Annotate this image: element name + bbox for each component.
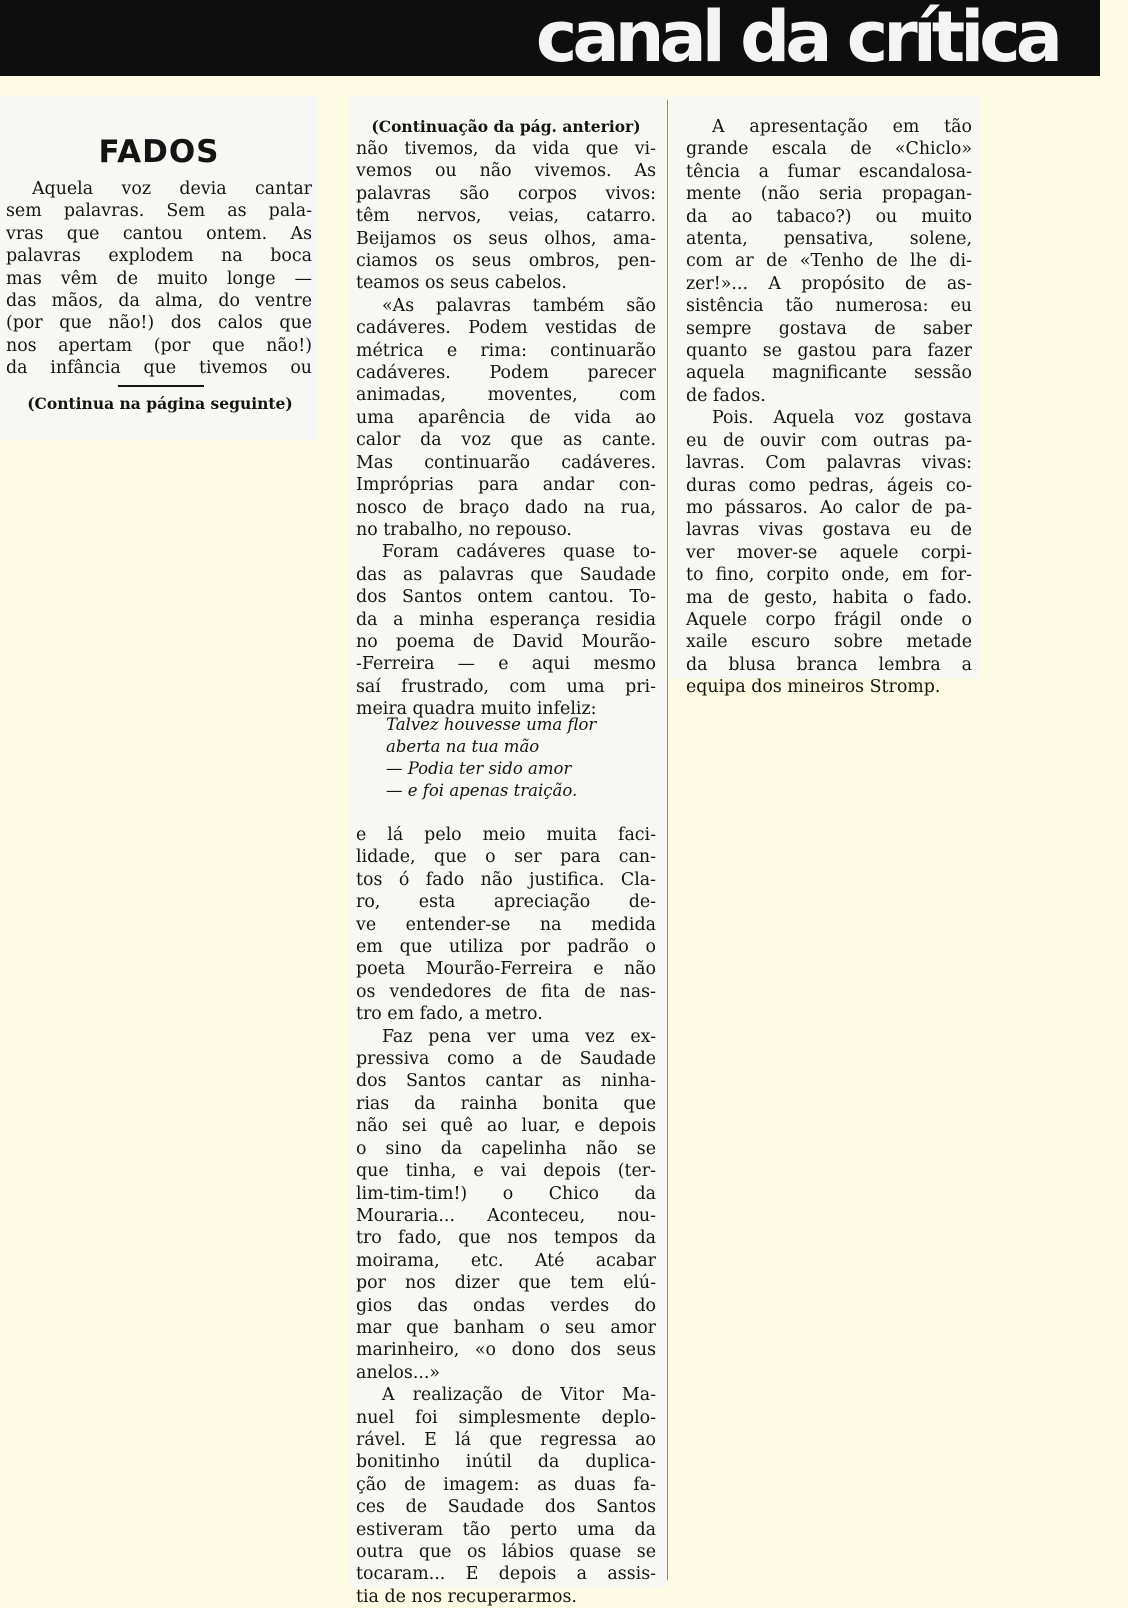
text-line: pressiva como a de Saudade [356,1049,656,1070]
article-intro-clipping [0,96,318,440]
text-line: em que utiliza por padrão o [356,937,656,958]
text-line: rias da rainha bonita que [356,1093,656,1114]
text-line: das as palavras que Saudade [356,564,656,585]
text-line: Pois. Aquela voz gostava [712,408,972,429]
article-right-column-clipping [670,96,980,698]
text-line: animadas, moventes, com [356,385,656,406]
text-line: que tinha, e vai depois (ter- [356,1161,656,1182]
article-title: FADOS [98,134,220,170]
text-line: cadáveres. Podem vestidas de [356,318,656,339]
text-line: calor da voz que as cante. [356,430,656,451]
poem-line: — e foi apenas traição. [386,781,578,800]
text-line: tência a fumar escandalosa- [686,161,972,182]
text-line: duras como pedras, ágeis co- [686,475,972,496]
text-line: ces de Saudade dos Santos [356,1497,656,1518]
poem-line: aberta na tua mão [386,737,540,756]
text-line: outra que os lábios quase se [356,1542,656,1562]
text-line: lim-tim-tim!) o Chico da [356,1183,656,1204]
divider-rule [118,385,204,387]
text-line: da a minha esperança residia [356,609,656,630]
continuation-column-bottom [356,824,656,1608]
text-line: teamos os seus cabelos. [356,273,567,294]
text-line: vemos ou não vivemos. As [356,161,656,182]
text-line: eu de ouvir com outras pa- [686,430,972,451]
text-line: tro em fado, a metro. [356,1004,543,1025]
text-line: nosco de braço dado na rua, [356,497,656,518]
text-line: lavras vivas gostava eu de [686,520,972,541]
text-line: sempre gostava de saber [686,318,972,339]
text-line: têm nervos, veias, catarro. [356,206,656,227]
text-line: xaile escuro sobre metade [686,632,972,653]
poem-line: Talvez houvesse uma flor [386,715,597,734]
text-line: com ar de «Tenho de lhe di- [686,251,972,272]
text-line: mente (não seria propagan- [686,184,972,205]
text-line: não tivemos, da vida que vi- [356,139,656,159]
text-line: ma de gesto, habita o fado. [686,587,972,608]
text-line: ciamos os seus ombros, pen- [356,251,656,272]
text-line: mar que banham o seu amor [356,1317,656,1338]
text-line: lavras. Com palavras vivas: [686,453,972,474]
text-line: equipa dos mineiros Stromp. [686,677,941,698]
text-line: gios das ondas verdes do [356,1295,656,1316]
continuation-header: (Continuação da pág. anterior) [371,117,641,136]
text-line: o sino da capelinha não se [356,1138,656,1159]
column-title: canal da crítica [535,0,1058,78]
intro-text [6,178,312,380]
text-line: vras que cantou ontem. As [6,223,312,244]
text-line: Foram cadáveres quase to- [382,542,656,563]
text-line: palavras explodem na boca [6,246,312,267]
text-line: da infância que tivemos ou [6,358,312,379]
text-line: dos Santos cantar as ninha- [356,1071,656,1092]
text-line: uma aparência de vida ao [356,407,656,428]
text-line: to fino, corpito onde, em for- [686,565,972,586]
text-line: palavras são corpos vivos: [356,183,656,204]
text-line: ver mover-se aquele corpi- [686,542,972,563]
text-line: Mas continuarão cadáveres. [356,452,656,473]
text-line: ro, esta apreciação de- [356,892,656,913]
text-line: da ao tabaco?) ou muito [686,206,972,227]
text-line: métrica e rima: continuarão [356,340,656,361]
text-line: Impróprias para andar con- [356,475,656,496]
text-line: atenta, pensativa, solene, [686,229,972,250]
text-line: de fados. [686,385,766,406]
text-line: tro fado, que nos tempos da [356,1228,656,1249]
column-divider [667,100,668,1580]
text-line: nos apertam (por que não!) [6,335,312,356]
text-line: sem palavras. Sem as pala- [6,201,312,222]
text-line: zer!»... A propósito de as- [686,273,972,294]
text-line: tos ó fado não justifica. Cla- [356,869,656,890]
text-line: lidade, que o ser para can- [356,847,656,868]
text-line: moirama, etc. Até acabar [356,1250,656,1271]
text-line: no trabalho, no repouso. [356,519,572,540]
text-line: dos Santos ontem cantou. To- [356,587,656,608]
text-line: e lá pelo meio muita faci- [356,825,656,845]
text-line: grande escala de «Chiclo» [686,139,972,160]
text-line: no poema de David Mourão- [356,631,656,652]
text-line: Faz pena ver uma vez ex- [382,1026,656,1047]
text-line: marinheiro, «o dono dos seus [356,1340,656,1361]
text-line: -Ferreira — e aqui mesmo [356,654,656,675]
text-line: os vendedores de fita de nas- [356,981,656,1002]
right-column-text [686,116,972,699]
text-line: meira quadra muito infeliz: [356,699,597,720]
text-line: bonitinho inútil da duplica- [356,1452,656,1473]
text-line: tocaram... E depois a assis- [356,1564,656,1585]
text-line: mas vêm de muito longe — [6,268,312,289]
text-line: Beijamos os seus olhos, ama- [356,228,656,249]
text-line: cadáveres. Podem parecer [356,363,656,384]
text-line: nuel foi simplesmente deplo- [356,1407,656,1428]
text-line: «As palavras também são [382,295,656,316]
continued-note: (Continua na página seguinte) [27,394,293,413]
text-line: estiveram tão perto uma da [356,1519,656,1540]
text-line: tia de nos recuperarmos. [356,1586,577,1607]
text-line: não sei quê ao luar, e depois [356,1116,656,1137]
text-line: Mouraria... Aconteceu, nou- [356,1205,656,1226]
text-line: por nos dizer que tem elú- [356,1273,656,1294]
continuation-column-top [356,116,656,721]
text-line: quanto se gastou para fazer [686,341,972,362]
text-line: anelos...» [356,1362,441,1383]
text-line: ve entender-se na medida [356,914,656,935]
text-line: sistência tão numerosa: eu [686,296,972,317]
text-line: ção de imagem: as duas fa- [356,1474,656,1495]
text-line: das mãos, da alma, do ventre [6,291,312,312]
text-line: (por que não!) dos calos que [6,313,312,334]
text-line: da blusa branca lembra a [686,654,972,675]
column-header-bar [0,0,1100,76]
text-line: saí frustrado, com uma pri- [356,676,656,697]
text-line: rável. E lá que regressa ao [356,1429,656,1450]
poem-quote [386,714,656,802]
text-line: A realização de Vitor Ma- [382,1385,656,1406]
text-line: aquela magnificante sessão [686,363,972,384]
text-line: poeta Mourão-Ferreira e não [356,959,656,980]
text-line: Aquele corpo frágil onde o [686,609,972,630]
poem-line: — Podia ter sido amor [386,759,572,778]
text-line: A apresentação em tão [712,117,972,137]
text-line: Aquela voz devia cantar [32,179,312,199]
text-line: mo pássaros. Ao calor de pa- [686,497,972,518]
article-continuation-clipping [350,96,666,1607]
